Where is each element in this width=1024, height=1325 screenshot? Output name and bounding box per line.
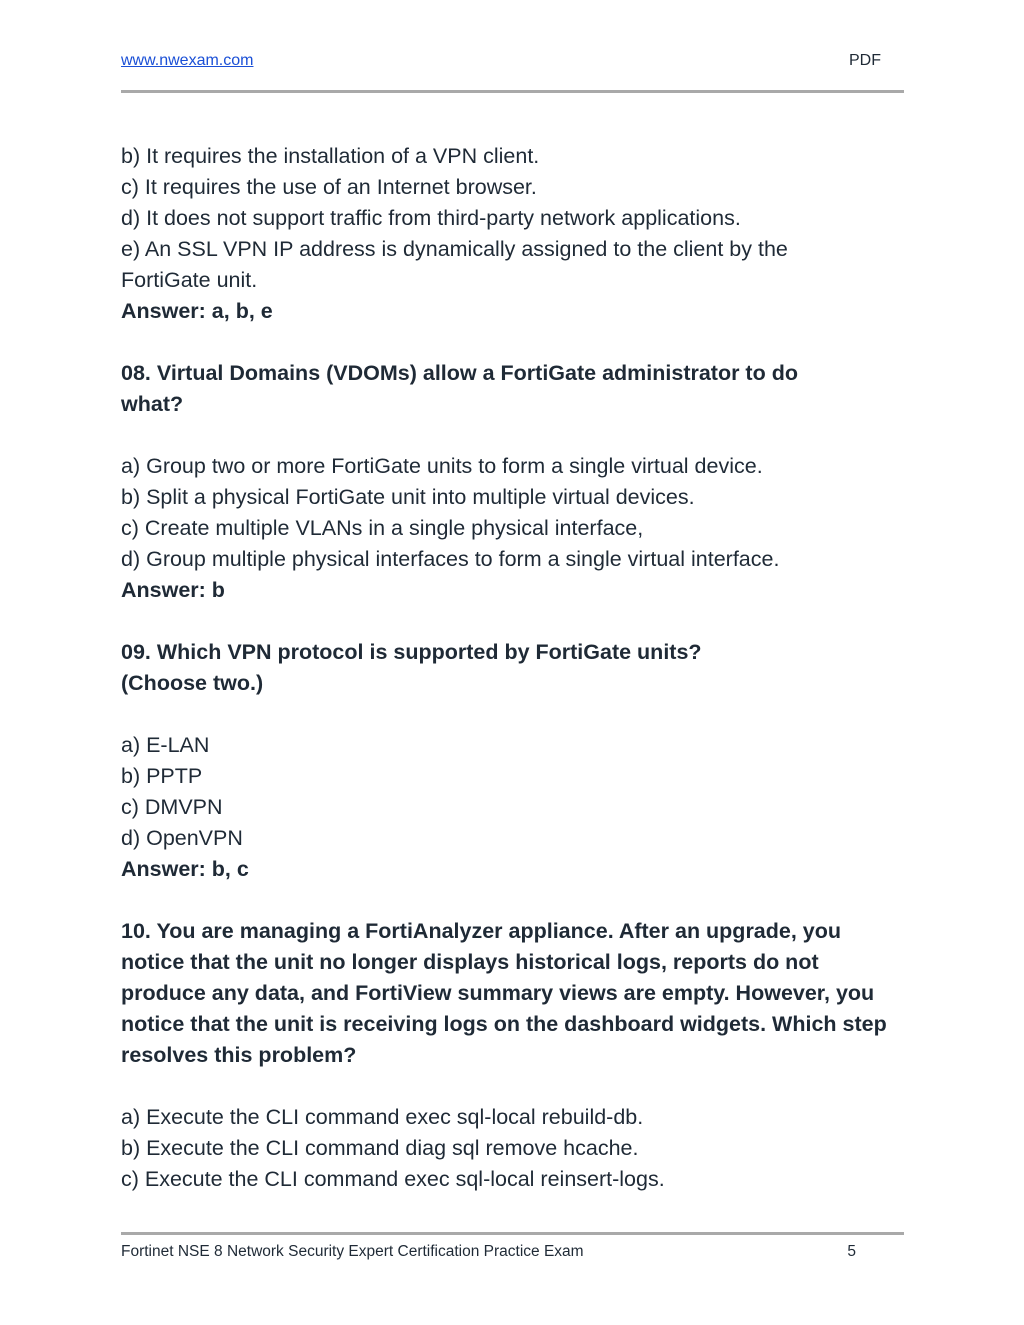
q8-question: 08. Virtual Domains (VDOMs) allow a FortiGate administrator to do what? [121, 361, 798, 416]
q9-option-c: c) DMVPN [121, 795, 223, 819]
q8-answer: Answer: b [121, 578, 225, 602]
page-header [121, 52, 881, 76]
q10-option-a: a) Execute the CLI command exec sql-local rebuild-db. [121, 1105, 644, 1129]
q9-answer: Answer: b, c [121, 857, 249, 881]
page-number: 5 [847, 1243, 856, 1260]
q8-option-a: a) Group two or more FortiGate units to form a single virtual device. [121, 454, 763, 478]
q7-option-d: d) It does not support traffic from third-party network applications. [121, 206, 741, 230]
q8-option-c: c) Create multiple VLANs in a single physical interface, [121, 516, 644, 540]
page-footer [121, 1243, 856, 1261]
pdf-label: PDF [849, 52, 881, 69]
q9-option-b: b) PPTP [121, 764, 203, 788]
q7-option-e: e) An SSL VPN IP address is dynamically assigned to the client by the FortiGate unit. [121, 237, 788, 292]
site-link[interactable]: www.nwexam.com [121, 52, 254, 69]
q7-option-b: b) It requires the installation of a VPN client. [121, 144, 540, 168]
q9-question-instruction: (Choose two.) [121, 671, 264, 695]
q7-option-c: c) It requires the use of an Internet browser. [121, 175, 537, 199]
q9-question: 09. Which VPN protocol is supported by FortiGate units? [121, 640, 702, 664]
footer-divider [121, 1232, 904, 1235]
q9-option-d: d) OpenVPN [121, 826, 243, 850]
q10-option-b: b) Execute the CLI command diag sql remove hcache. [121, 1136, 639, 1160]
q8-option-b: b) Split a physical FortiGate unit into multiple virtual devices. [121, 485, 695, 509]
q8-option-d: d) Group multiple physical interfaces to form a single virtual interface. [121, 547, 780, 571]
q10-option-c: c) Execute the CLI command exec sql-local reinsert-logs. [121, 1167, 665, 1191]
q10-question: 10. You are managing a FortiAnalyzer appliance. After an upgrade, you notice that the unit no longer displays historical logs, reports do not produce any data, and FortiView summary views are empty. However, you notice that the unit is receiving logs on the dashboard widgets. Which step resolves this problem? [121, 919, 887, 1067]
page-content [121, 141, 891, 1195]
q7-answer: Answer: a, b, e [121, 299, 273, 323]
q9-option-a: a) E-LAN [121, 733, 210, 757]
header-divider [121, 90, 904, 93]
footer-title: Fortinet NSE 8 Network Security Expert Certification Practice Exam [121, 1243, 584, 1260]
